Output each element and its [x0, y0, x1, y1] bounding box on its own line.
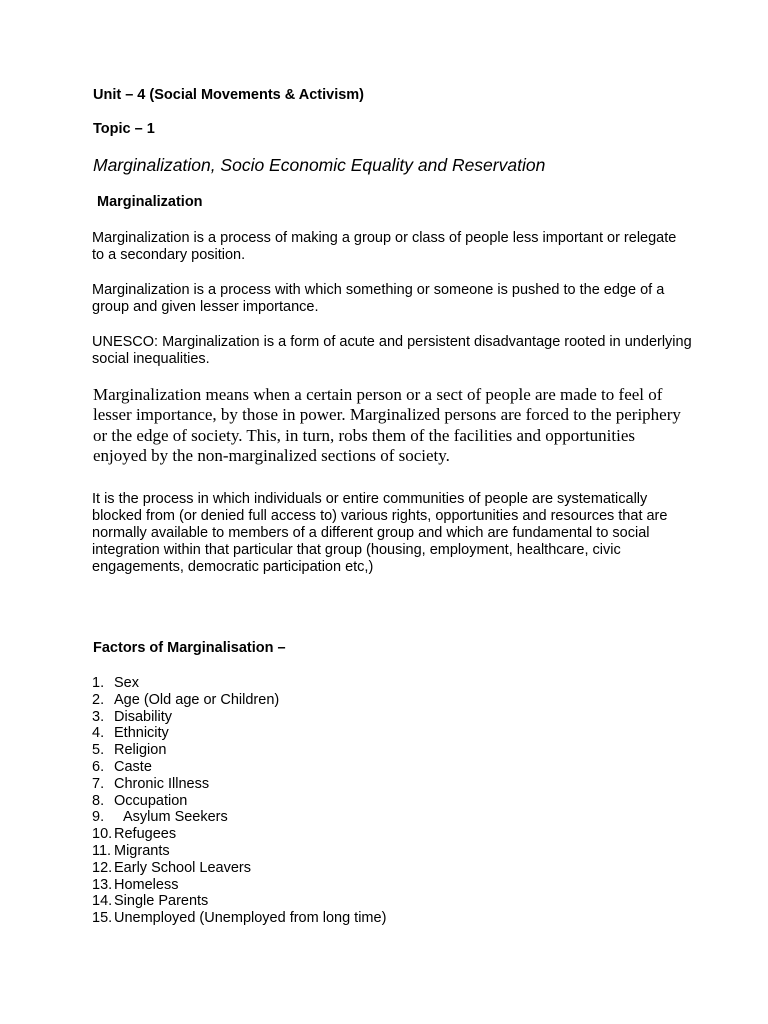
factors-heading: Factors of Marginalisation – — [93, 640, 286, 656]
list-item-label: Religion — [114, 742, 167, 759]
list-item — [92, 709, 386, 726]
list-item-number: 2. — [92, 691, 105, 708]
list-item-number: 5. — [92, 742, 105, 759]
list-item — [92, 692, 386, 709]
list-item-number: 4. — [92, 725, 105, 742]
paragraph-unesco-definition: UNESCO: Marginalization is a form of acute and persistent disadvantage rooted in underlying social inequalities. — [92, 334, 692, 367]
paragraph-definition-2: Marginalization is a process with which something or someone is pushed to the edge of a group and given lesser importance. — [92, 282, 665, 315]
list-item-number: 7. — [92, 775, 105, 792]
list-item — [92, 759, 386, 776]
list-item-number: 12. — [92, 859, 113, 876]
list-item — [92, 893, 386, 910]
list-item-number: 15. — [92, 910, 113, 927]
list-item-label: Caste — [114, 758, 152, 775]
topic-heading: Topic – 1 — [93, 121, 155, 137]
list-item-number: 1. — [92, 675, 105, 691]
list-item-label: Refugees — [114, 826, 177, 843]
list-item-label: Ethnicity — [114, 725, 169, 742]
list-item — [92, 809, 386, 826]
list-item-label: Sex — [114, 675, 139, 691]
paragraph-definition-1: Marginalization is a process of making a group or class of people less important or relegate to a secondary position. — [92, 230, 677, 263]
section-heading-marginalization: Marginalization — [97, 194, 203, 210]
list-item-label: Migrants — [114, 842, 170, 859]
list-item — [92, 793, 386, 810]
list-item-number: 8. — [92, 792, 105, 809]
list-item-number: 10. — [92, 826, 113, 843]
list-item — [92, 826, 386, 843]
list-item — [92, 675, 386, 692]
paragraph-serif-explanation: Marginalization means when a certain person or a sect of people are made to feel of lesser importance, by those in power. Marginalized persons are forced to the periphery or the edge of society. This, in turn, robs them of the facilities and opportunities enjoyed by the non-marginalized sections of society. — [93, 385, 681, 465]
list-item — [92, 860, 386, 877]
document-title: Marginalization, Socio Economic Equality and Reservation — [93, 155, 546, 175]
list-item-label: Homeless — [114, 876, 179, 893]
list-item — [92, 742, 386, 759]
list-item — [92, 725, 386, 742]
list-item-label: Early School Leavers — [114, 859, 252, 876]
list-item-number: 6. — [92, 758, 105, 775]
list-item — [92, 910, 386, 927]
list-item-label: Single Parents — [114, 893, 209, 910]
list-item — [92, 877, 386, 894]
list-item — [92, 843, 386, 860]
list-item-number: 13. — [92, 876, 113, 893]
list-item-label: Unemployed (Unemployed from long time) — [114, 910, 387, 927]
list-item-label: Age (Old age or Children) — [114, 691, 280, 708]
list-item — [92, 776, 386, 793]
list-item-label: Chronic Illness — [114, 775, 210, 792]
list-item-number: 3. — [92, 708, 105, 725]
list-item-label: Occupation — [114, 792, 188, 809]
list-item-number: 9. — [92, 809, 105, 826]
unit-heading: Unit – 4 (Social Movements & Activism) — [93, 87, 365, 103]
list-item-label: Disability — [114, 708, 173, 725]
list-item-label: Asylum Seekers — [123, 809, 228, 826]
list-item-number: 14. — [92, 893, 113, 910]
paragraph-process-explanation: It is the process in which individuals or entire communities of people are systematically blocked from (or denied full access to) various rights, opportunities and resources that are normally available to members of a different group and which are fundamental to social integration within that particular that group (housing, employment, healthcare, civic engagements, democratic participation etc,) — [92, 491, 668, 575]
list-item-number: 11. — [92, 842, 112, 859]
factors-list — [92, 675, 386, 927]
